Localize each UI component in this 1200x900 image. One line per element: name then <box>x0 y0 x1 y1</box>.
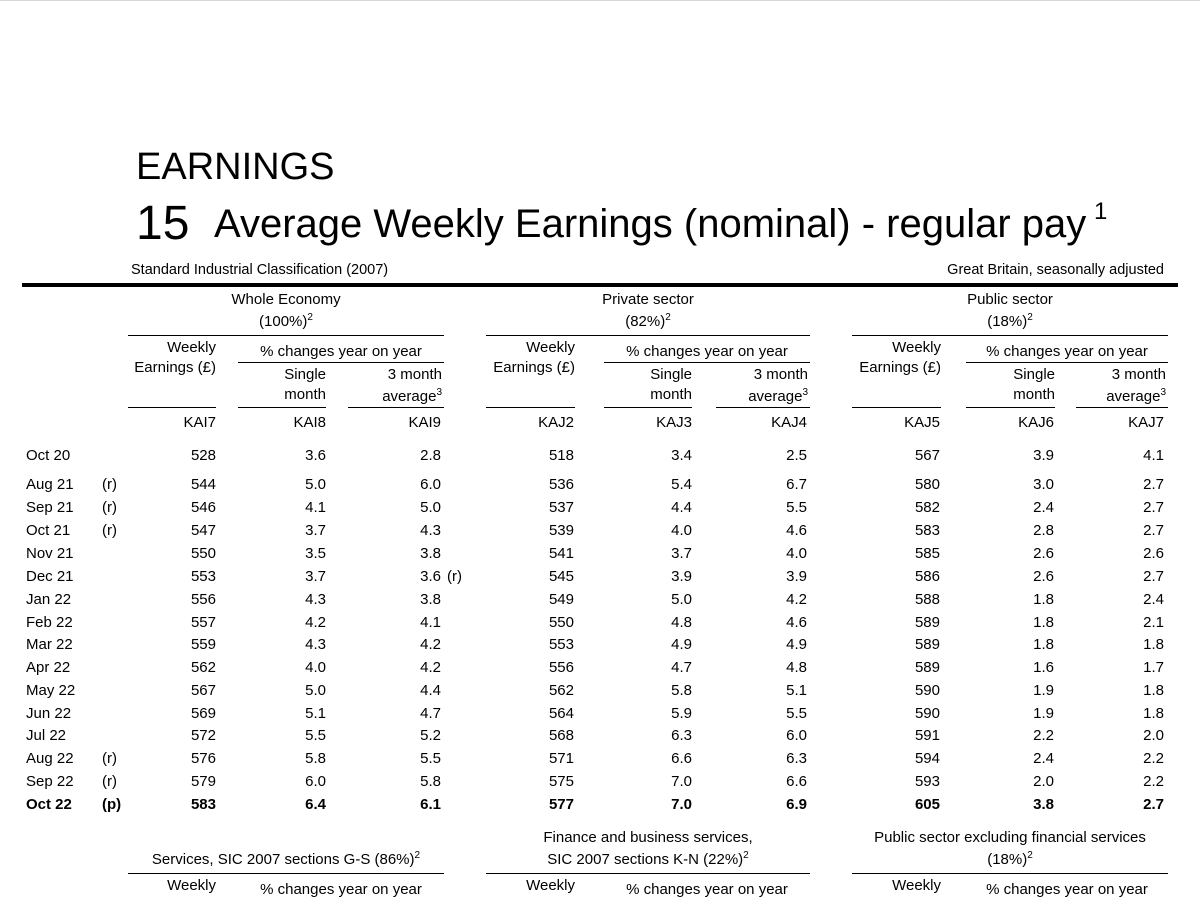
col-rule-1b <box>238 407 326 408</box>
value-cell: 549 <box>548 591 574 608</box>
value-cell: 5.1 <box>305 705 326 722</box>
value-cell: 577 <box>548 796 574 813</box>
period-cell: Jan 22 <box>26 591 72 608</box>
finance-group-header-line2: SIC 2007 sections K-N $(22\%)^2$ <box>547 850 749 868</box>
three-month-header-2: 3 month <box>753 366 808 383</box>
value-cell: 6.0 <box>420 476 441 493</box>
lower-group-rule-1 <box>128 873 444 874</box>
value-cell: 4.3 <box>420 522 441 539</box>
value-cell: 3.8 <box>1033 796 1054 813</box>
value-cell: 4.8 <box>786 659 807 676</box>
finance-group-header-line1: Finance and business services, <box>543 829 753 846</box>
pct-rule-3 <box>966 362 1168 363</box>
value-cell: 583 <box>914 522 940 539</box>
value-cell: 4.1 <box>305 499 326 516</box>
code-cell: KAI8 <box>293 414 326 431</box>
value-cell: 1.8 <box>1033 591 1054 608</box>
value-cell: 1.9 <box>1033 705 1054 722</box>
average-header-3: average$^3$ <box>1106 387 1166 405</box>
revision-note: (r) <box>447 568 462 585</box>
value-cell: 559 <box>190 636 216 653</box>
period-cell: Dec 21 <box>26 568 74 585</box>
value-cell: 4.2 <box>786 591 807 608</box>
value-cell: 6.0 <box>786 727 807 744</box>
value-cell: 3.8 <box>420 545 441 562</box>
code-cell: KAJ5 <box>904 414 940 431</box>
value-cell: 5.8 <box>305 750 326 767</box>
weekly-header-3: Weekly <box>892 339 941 356</box>
value-cell: 585 <box>914 545 940 562</box>
value-cell: 2.6 <box>1033 568 1054 585</box>
series-codes-row <box>0 412 1200 434</box>
col-rule-2a <box>486 407 575 408</box>
group-public-name: Public sector <box>967 291 1053 308</box>
period-cell: Aug 22 <box>26 750 74 767</box>
value-cell: 518 <box>548 447 574 464</box>
value-cell: 2.4 <box>1033 499 1054 516</box>
revision-flag: (p) <box>102 796 122 813</box>
value-cell: 2.4 <box>1143 591 1164 608</box>
period-cell: Jun 22 <box>26 705 72 722</box>
value-cell: 550 <box>190 545 216 562</box>
code-cell: KAJ6 <box>1018 414 1054 431</box>
value-cell: 3.8 <box>420 591 441 608</box>
value-cell: 2.8 <box>1033 522 1054 539</box>
revision-flag: (r) <box>102 522 117 539</box>
value-cell: 2.7 <box>1143 568 1164 585</box>
earnings-header-3: Earnings (£) <box>859 359 941 376</box>
value-cell: 2.6 <box>1143 545 1164 562</box>
value-cell: 4.4 <box>420 682 441 699</box>
value-cell: 5.0 <box>305 476 326 493</box>
value-cell: 2.0 <box>1033 773 1054 790</box>
value-cell: 553 <box>548 636 574 653</box>
value-cell: 4.6 <box>786 522 807 539</box>
value-cell: 557 <box>190 614 216 631</box>
table-row <box>0 771 1200 793</box>
value-cell: 1.8 <box>1033 636 1054 653</box>
value-cell: 567 <box>914 447 940 464</box>
table-row <box>0 612 1200 634</box>
value-cell: 4.2 <box>420 636 441 653</box>
classification-note: Standard Industrial Classification (2007) <box>131 262 389 278</box>
value-cell: 3.4 <box>671 447 692 464</box>
value-cell: 528 <box>190 447 216 464</box>
col-rule-2c <box>716 407 810 408</box>
col-rule-2b <box>604 407 692 408</box>
value-cell: 2.4 <box>1033 750 1054 767</box>
section-heading: EARNINGS <box>136 146 335 188</box>
value-cell: 3.5 <box>305 545 326 562</box>
period-cell: Oct 22 <box>26 796 72 813</box>
table-row <box>0 520 1200 542</box>
pct-header-2: % changes year on year <box>626 343 788 360</box>
value-cell: 583 <box>190 796 216 813</box>
title-footnote: 1 <box>1094 198 1108 225</box>
value-cell: 5.0 <box>305 682 326 699</box>
period-cell: Oct 21 <box>26 522 71 539</box>
value-cell: 7.0 <box>671 796 692 813</box>
value-cell: 2.2 <box>1143 750 1164 767</box>
average-header-2: average$^3$ <box>748 387 808 405</box>
value-cell: 575 <box>548 773 574 790</box>
value-cell: 2.0 <box>1143 727 1164 744</box>
value-cell: 6.1 <box>420 796 441 813</box>
value-cell: 4.3 <box>305 636 326 653</box>
average-header-1: average$^3$ <box>382 387 442 405</box>
value-cell: 589 <box>914 636 940 653</box>
value-cell: 2.7 <box>1143 796 1164 813</box>
group-public-share: $(18\%)^2$ <box>987 312 1033 330</box>
single-header-1: Single <box>284 366 326 383</box>
table-row <box>0 703 1200 725</box>
value-cell: 1.7 <box>1143 659 1164 676</box>
period-cell: Jul 22 <box>26 727 67 744</box>
pct-rule-2 <box>604 362 810 363</box>
col-rule-1c <box>348 407 444 408</box>
value-cell: 550 <box>548 614 574 631</box>
value-cell: 5.5 <box>420 750 441 767</box>
lower-weekly-header-2: Weekly <box>526 877 575 894</box>
value-cell: 6.9 <box>786 796 807 813</box>
lower-pct-header-3: % changes year on year <box>986 881 1148 898</box>
value-cell: 1.8 <box>1143 682 1164 699</box>
col-rule-3c <box>1076 407 1168 408</box>
value-cell: 4.2 <box>305 614 326 631</box>
table-title: Average Weekly Earnings (nominal) - regular pay <box>214 202 1087 246</box>
value-cell: 1.8 <box>1143 705 1164 722</box>
value-cell: 2.1 <box>1143 614 1164 631</box>
value-cell: 594 <box>914 750 940 767</box>
value-cell: 4.3 <box>305 591 326 608</box>
month-header-3: month <box>1013 386 1055 403</box>
lower-weekly-header-1: Weekly <box>167 877 216 894</box>
value-cell: 3.7 <box>671 545 692 562</box>
value-cell: 546 <box>190 499 216 516</box>
value-cell: 5.4 <box>671 476 692 493</box>
value-cell: 3.9 <box>786 568 807 585</box>
value-cell: 4.1 <box>1143 447 1164 464</box>
value-cell: 1.9 <box>1033 682 1054 699</box>
value-cell: 3.9 <box>1033 447 1054 464</box>
value-cell: 544 <box>190 476 216 493</box>
value-cell: 556 <box>548 659 574 676</box>
lower-pct-header-2: % changes year on year <box>626 881 788 898</box>
value-cell: 6.3 <box>786 750 807 767</box>
group-private-share: $(82\%)^2$ <box>625 312 671 330</box>
value-cell: 3.9 <box>671 568 692 585</box>
value-cell: 4.4 <box>671 499 692 516</box>
value-cell: 564 <box>548 705 574 722</box>
three-month-header-1: 3 month <box>387 366 442 383</box>
value-cell: 568 <box>548 727 574 744</box>
value-cell: 1.6 <box>1033 659 1054 676</box>
lower-group-rule-3 <box>852 873 1168 874</box>
value-cell: 6.0 <box>305 773 326 790</box>
code-cell: KAI9 <box>408 414 441 431</box>
value-cell: 556 <box>190 591 216 608</box>
pct-rule-1 <box>238 362 444 363</box>
header-thick-rule <box>22 283 1178 287</box>
single-header-3: Single <box>1013 366 1055 383</box>
value-cell: 2.2 <box>1143 773 1164 790</box>
value-cell: 4.8 <box>671 614 692 631</box>
value-cell: 5.0 <box>420 499 441 516</box>
value-cell: 3.7 <box>305 568 326 585</box>
value-cell: 3.0 <box>1033 476 1054 493</box>
value-cell: 562 <box>548 682 574 699</box>
value-cell: 5.5 <box>305 727 326 744</box>
code-cell: KAJ4 <box>771 414 807 431</box>
lower-weekly-header-3: Weekly <box>892 877 941 894</box>
code-cell: KAJ3 <box>656 414 692 431</box>
period-cell: Nov 21 <box>26 545 74 562</box>
value-cell: 2.5 <box>786 447 807 464</box>
region-note: Great Britain, seasonally adjusted <box>947 262 1164 278</box>
value-cell: 5.8 <box>671 682 692 699</box>
value-cell: 571 <box>548 750 574 767</box>
value-cell: 4.9 <box>671 636 692 653</box>
value-cell: 580 <box>914 476 940 493</box>
group-rule-3 <box>852 335 1168 336</box>
period-cell: May 22 <box>26 682 76 699</box>
value-cell: 1.8 <box>1033 614 1054 631</box>
value-cell: 553 <box>190 568 216 585</box>
value-cell: 4.0 <box>671 522 692 539</box>
value-cell: 4.1 <box>420 614 441 631</box>
col-rule-3a <box>852 407 941 408</box>
period-cell: Mar 22 <box>26 636 73 653</box>
period-cell: Oct 20 <box>26 447 71 464</box>
code-cell: KAJ7 <box>1128 414 1164 431</box>
value-cell: 6.7 <box>786 476 807 493</box>
value-cell: 6.6 <box>671 750 692 767</box>
value-cell: 536 <box>548 476 574 493</box>
value-cell: 3.6 <box>420 568 441 585</box>
table-row <box>0 445 1200 467</box>
value-cell: 1.8 <box>1143 636 1164 653</box>
weekly-header-2: Weekly <box>526 339 575 356</box>
value-cell: 4.2 <box>420 659 441 676</box>
table-row <box>0 497 1200 519</box>
period-cell: Sep 21 <box>26 499 74 516</box>
period-cell: Apr 22 <box>26 659 71 676</box>
services-group-header: Services, SIC 2007 sections G-S $(86\%)^2$ <box>151 850 421 868</box>
table-number: 15 <box>136 197 190 250</box>
value-cell: 590 <box>914 705 940 722</box>
revision-flag: (r) <box>102 499 117 516</box>
pct-header-3: % changes year on year <box>986 343 1148 360</box>
value-cell: 547 <box>190 522 216 539</box>
value-cell: 3.6 <box>305 447 326 464</box>
revision-flag: (r) <box>102 750 117 767</box>
group-whole-economy-share: $(100\%)^2$ <box>259 312 313 330</box>
single-header-2: Single <box>650 366 692 383</box>
table-row <box>0 566 1200 588</box>
table-row <box>0 589 1200 611</box>
value-cell: 5.8 <box>420 773 441 790</box>
period-cell: Feb 22 <box>26 614 73 631</box>
value-cell: 582 <box>914 499 940 516</box>
value-cell: 2.6 <box>1033 545 1054 562</box>
value-cell: 537 <box>548 499 574 516</box>
value-cell: 7.0 <box>671 773 692 790</box>
value-cell: 4.0 <box>786 545 807 562</box>
group-rule-1 <box>128 335 444 336</box>
period-cell: Sep 22 <box>26 773 74 790</box>
value-cell: 6.4 <box>305 796 326 813</box>
lower-group-rule-2 <box>486 873 810 874</box>
table-row <box>0 657 1200 679</box>
value-cell: 605 <box>914 796 940 813</box>
weekly-header-1: Weekly <box>167 339 216 356</box>
earnings-header-2: Earnings (£) <box>493 359 575 376</box>
three-month-header-3: 3 month <box>1111 366 1166 383</box>
value-cell: 5.5 <box>786 705 807 722</box>
value-cell: 4.7 <box>420 705 441 722</box>
table-row <box>0 725 1200 747</box>
value-cell: 567 <box>190 682 216 699</box>
value-cell: 588 <box>914 591 940 608</box>
value-cell: 539 <box>548 522 574 539</box>
value-cell: 5.9 <box>671 705 692 722</box>
value-cell: 3.7 <box>305 522 326 539</box>
code-cell: KAJ2 <box>538 414 574 431</box>
value-cell: 2.8 <box>420 447 441 464</box>
revision-flag: (r) <box>102 773 117 790</box>
value-cell: 4.0 <box>305 659 326 676</box>
value-cell: 4.6 <box>786 614 807 631</box>
table-row <box>0 474 1200 496</box>
public-ex-fin-header-line1: Public sector excluding financial services <box>874 829 1146 846</box>
earnings-header-1: Earnings (£) <box>134 359 216 376</box>
lower-pct-header-1: % changes year on year <box>260 881 422 898</box>
value-cell: 5.0 <box>671 591 692 608</box>
value-cell: 586 <box>914 568 940 585</box>
value-cell: 569 <box>190 705 216 722</box>
month-header-2: month <box>650 386 692 403</box>
value-cell: 562 <box>190 659 216 676</box>
value-cell: 545 <box>548 568 574 585</box>
revision-flag: (r) <box>102 476 117 493</box>
value-cell: 6.3 <box>671 727 692 744</box>
value-cell: 4.7 <box>671 659 692 676</box>
value-cell: 2.2 <box>1033 727 1054 744</box>
value-cell: 590 <box>914 682 940 699</box>
value-cell: 593 <box>914 773 940 790</box>
value-cell: 2.7 <box>1143 499 1164 516</box>
value-cell: 5.1 <box>786 682 807 699</box>
public-ex-fin-header-line2: $(18\%)^2$ <box>987 850 1033 868</box>
top-border <box>0 0 1200 1</box>
table-row <box>0 680 1200 702</box>
group-rule-2 <box>486 335 810 336</box>
value-cell: 576 <box>190 750 216 767</box>
value-cell: 2.7 <box>1143 476 1164 493</box>
value-cell: 6.6 <box>786 773 807 790</box>
value-cell: 5.5 <box>786 499 807 516</box>
value-cell: 2.7 <box>1143 522 1164 539</box>
value-cell: 589 <box>914 659 940 676</box>
col-rule-3b <box>966 407 1055 408</box>
value-cell: 579 <box>190 773 216 790</box>
period-cell: Aug 21 <box>26 476 74 493</box>
value-cell: 541 <box>548 545 574 562</box>
code-cell: KAI7 <box>183 414 216 431</box>
value-cell: 4.9 <box>786 636 807 653</box>
value-cell: 572 <box>190 727 216 744</box>
table-row <box>0 748 1200 770</box>
value-cell: 5.2 <box>420 727 441 744</box>
table-row <box>0 794 1200 816</box>
value-cell: 589 <box>914 614 940 631</box>
value-cell: 591 <box>914 727 940 744</box>
group-private-name: Private sector <box>602 291 694 308</box>
pct-header-1: % changes year on year <box>260 343 422 360</box>
table-row <box>0 634 1200 656</box>
group-whole-economy-name: Whole Economy <box>231 291 341 308</box>
table-row <box>0 543 1200 565</box>
col-rule-1a <box>128 407 216 408</box>
month-header-1: month <box>284 386 326 403</box>
